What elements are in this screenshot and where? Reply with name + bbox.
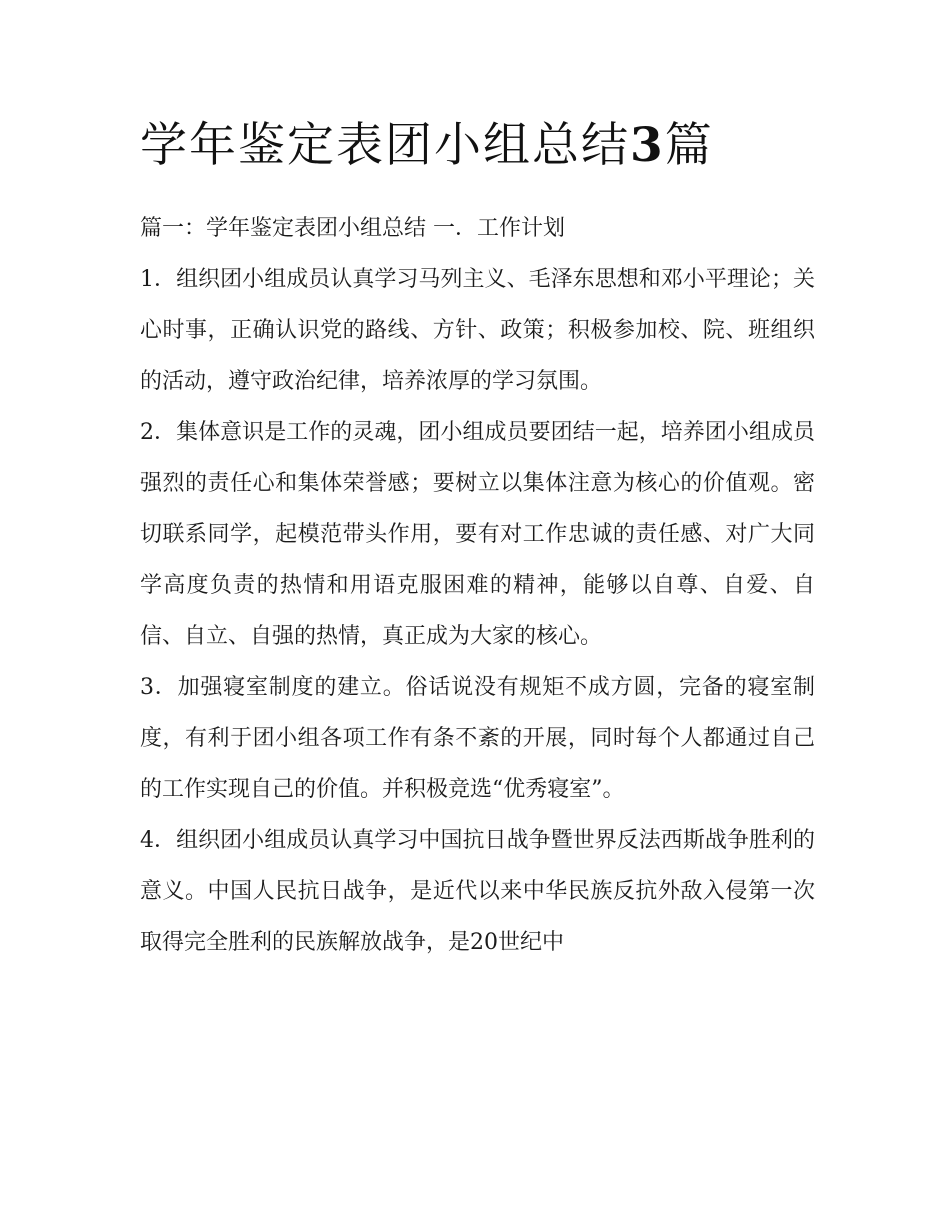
paragraph-item-3: 3．加强寝室制度的建立。俗话说没有规矩不成方圆，完备的寝室制度，有利于团小组各项工作有条不紊的开展，同时每个人都通过自己的工作实现自己的价值。并积极竞选“优秀寝室”。 [140,675,815,802]
paragraph-item-1: 1．组织团小组成员认真学习马列主义、毛泽东思想和邓小平理论；关心时事，正确认识党的路线、方针、政策；积极参加校、院、班组织的活动，遵守政治纪律，培养浓厚的学习氛围。 [140,267,815,394]
paragraph-item-2: 2．集体意识是工作的灵魂，团小组成员要团结一起，培养团小组成员强烈的责任心和集体荣誉感；要树立以集体注意为核心的价值观。密切联系同学，起模范带头作用，要有对工作忠诚的责任感、对广大同学高度负责的热情和用语克服困难的精神，能够以自尊、自爱、自信、自立、自强的热情，真正成为大家的核心。 [140,420,815,649]
document-body [140,203,815,968]
paragraph-item-4: 4．组织团小组成员认真学习中国抗日战争暨世界反法西斯战争胜利的意义。中国人民抗日战争，是近代以来中华民族反抗外敌入侵第一次取得完全胜利的民族解放战争，是20世纪中 [140,828,815,955]
title-suffix: 篇 [664,118,714,173]
section-heading: 篇一：学年鉴定表团小组总结 一．工作计划 [140,216,565,241]
title-text: 学年鉴定表团小组总结 [140,118,630,173]
title-number: 3 [630,118,665,173]
document-title [140,116,714,176]
